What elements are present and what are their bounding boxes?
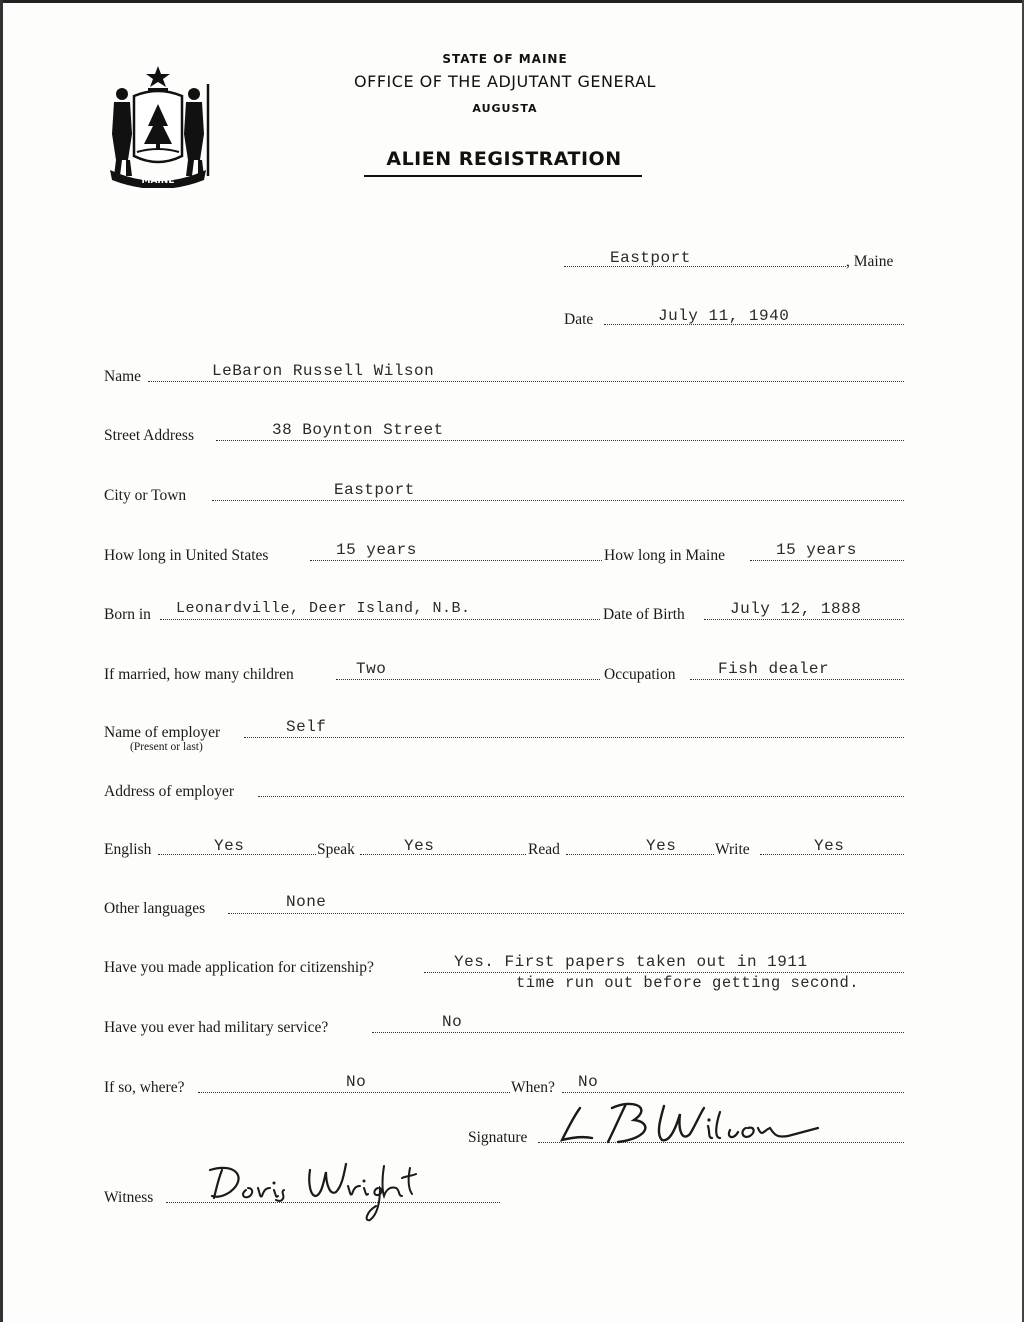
street-address-line bbox=[216, 440, 904, 441]
citizenship-value-line1: Yes. First papers taken out in 1911 bbox=[454, 953, 808, 971]
date-label: Date bbox=[564, 311, 594, 328]
how-long-maine-value: 15 years bbox=[776, 541, 857, 559]
citizenship-value-line2: time run out before getting second. bbox=[516, 974, 860, 992]
signature-handwriting bbox=[548, 1094, 838, 1152]
citizenship-label: Have you made application for citizenship? bbox=[104, 959, 374, 976]
how-long-maine-line bbox=[750, 560, 904, 561]
street-address-value: 38 Boynton Street bbox=[272, 421, 444, 439]
english-label: English bbox=[104, 841, 152, 858]
write-label: Write bbox=[715, 841, 750, 858]
how-long-us-label: How long in United States bbox=[104, 547, 269, 564]
maine-state-seal-icon bbox=[104, 64, 212, 188]
name-label: Name bbox=[104, 368, 142, 385]
speak-label: Speak bbox=[317, 841, 355, 858]
born-in-label: Born in bbox=[104, 606, 151, 623]
date-of-birth-label: Date of Birth bbox=[603, 606, 685, 623]
city-town-line bbox=[212, 500, 904, 501]
name-value: LeBaron Russell Wilson bbox=[212, 362, 435, 380]
how-long-us-line bbox=[310, 560, 602, 561]
signature-label: Signature bbox=[468, 1129, 528, 1146]
employer-value: Self bbox=[286, 718, 327, 736]
children-label: If married, how many children bbox=[104, 666, 294, 683]
city-heading: AUGUSTA bbox=[472, 102, 538, 115]
when-label: When? bbox=[511, 1079, 555, 1096]
date-of-birth-line bbox=[704, 619, 904, 620]
born-in-value: Leonardville, Deer Island, N.B. bbox=[176, 600, 471, 617]
when-line bbox=[562, 1092, 904, 1093]
svg-text:MAINE: MAINE bbox=[141, 176, 175, 186]
other-languages-value: None bbox=[286, 893, 327, 911]
children-value: Two bbox=[356, 660, 387, 678]
occupation-label: Occupation bbox=[604, 666, 676, 683]
occupation-value: Fish dealer bbox=[718, 660, 830, 678]
form-title: ALIEN REGISTRATION bbox=[386, 148, 622, 170]
office-heading: OFFICE OF THE ADJUTANT GENERAL bbox=[354, 72, 656, 91]
read-label: Read bbox=[528, 841, 560, 858]
where-label: If so, where? bbox=[104, 1079, 185, 1096]
witness-handwriting bbox=[206, 1156, 426, 1228]
military-value: No bbox=[442, 1013, 463, 1031]
how-long-maine-label: How long in Maine bbox=[604, 547, 725, 564]
when-value: No bbox=[578, 1073, 599, 1091]
military-label: Have you ever had military service? bbox=[104, 1019, 329, 1036]
write-value: Yes bbox=[814, 837, 845, 855]
scan-border-top bbox=[0, 0, 1024, 3]
occupation-line bbox=[690, 679, 904, 680]
name-line bbox=[148, 381, 904, 382]
employer-label: Name of employer bbox=[104, 724, 221, 741]
speak-value: Yes bbox=[404, 837, 435, 855]
employer-address-line bbox=[258, 796, 904, 797]
place-line bbox=[564, 266, 846, 267]
born-in-line bbox=[160, 619, 600, 620]
date-value: July 11, 1940 bbox=[658, 307, 790, 325]
military-line bbox=[372, 1032, 904, 1033]
state-heading: STATE OF MAINE bbox=[442, 52, 568, 66]
employer-address-label: Address of employer bbox=[104, 783, 234, 800]
scan-border-left bbox=[0, 0, 3, 1322]
read-value: Yes bbox=[646, 837, 677, 855]
place-suffix: , Maine bbox=[846, 253, 894, 270]
speak-line bbox=[360, 854, 526, 855]
title-underline bbox=[364, 175, 642, 177]
street-address-label: Street Address bbox=[104, 427, 194, 444]
read-line bbox=[566, 854, 714, 855]
city-town-value: Eastport bbox=[334, 481, 415, 499]
english-value: Yes bbox=[214, 837, 245, 855]
employer-line bbox=[244, 737, 904, 738]
employer-sublabel: (Present or last) bbox=[130, 741, 203, 753]
where-value: No bbox=[346, 1073, 367, 1091]
how-long-us-value: 15 years bbox=[336, 541, 417, 559]
where-line bbox=[198, 1092, 510, 1093]
date-of-birth-value: July 12, 1888 bbox=[730, 600, 862, 618]
witness-label: Witness bbox=[104, 1189, 154, 1206]
city-town-label: City or Town bbox=[104, 487, 187, 504]
place-value: Eastport bbox=[610, 249, 691, 267]
other-languages-label: Other languages bbox=[104, 900, 206, 917]
citizenship-line bbox=[424, 972, 904, 973]
other-languages-line bbox=[228, 913, 904, 914]
children-line bbox=[336, 679, 600, 680]
